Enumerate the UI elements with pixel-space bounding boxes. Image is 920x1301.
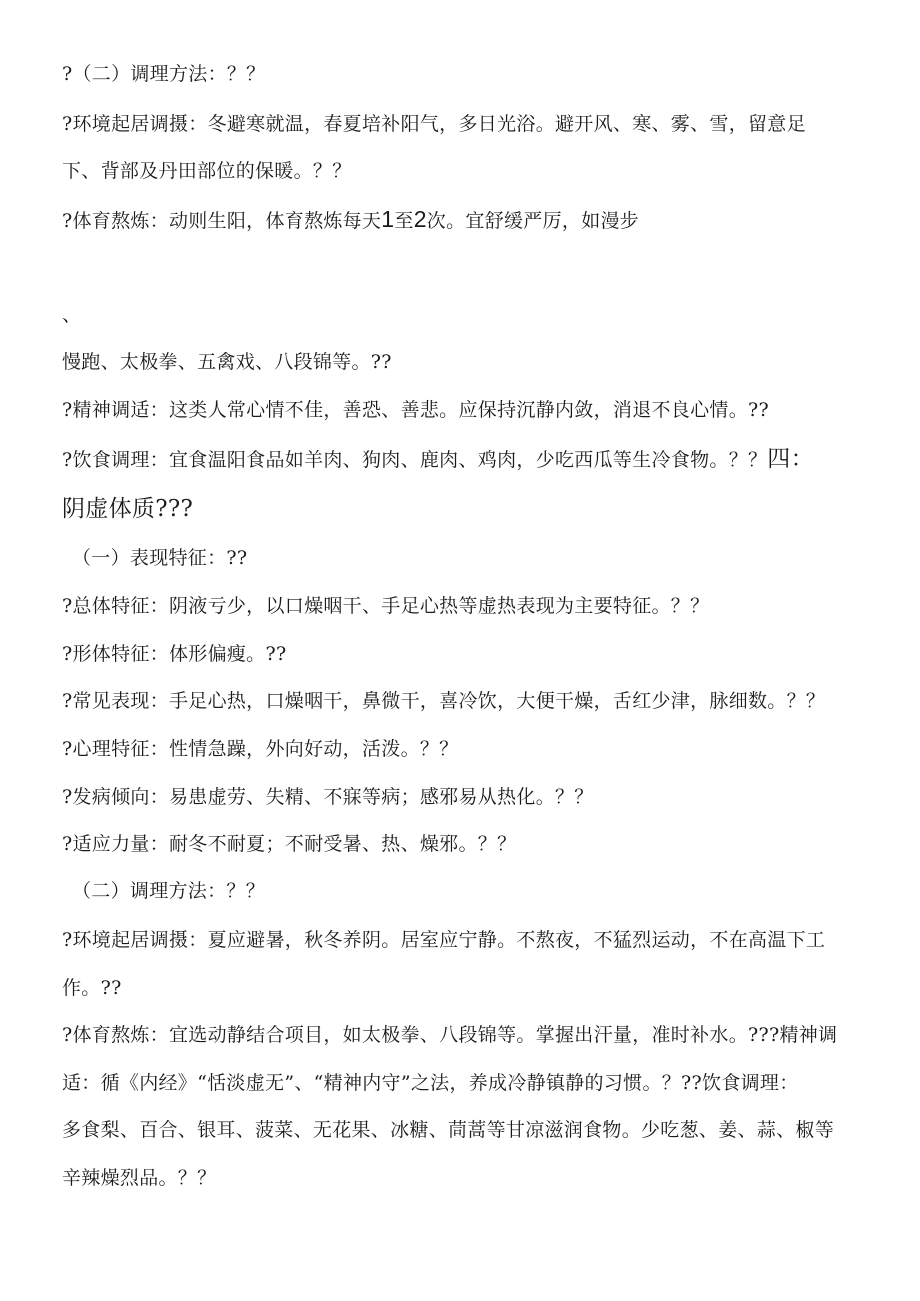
paragraph-environment: ?环境起居调摄：冬避寒就温，春夏培补阳气，多日光浴。避开风、寒、雾、雪，留意足 xyxy=(62,113,806,135)
exercise-number-one: 1 xyxy=(381,206,395,232)
paragraph-adaptability: ?适应力量：耐冬不耐夏；不耐受暑、热、燥邪。？？ xyxy=(62,833,517,855)
paragraph-disease-tendency: ?发病倾向：易患虚劳、失精、不寐等病；感邪易从热化。？？ xyxy=(62,786,594,808)
exercise-text-start: ?体育熬炼：动则生阳，体育熬炼每天 xyxy=(62,210,382,232)
exercise-text-to: 至 xyxy=(394,210,414,232)
paragraph-diet xyxy=(62,447,814,472)
paragraph-body-features: ?形体特征：体形偏瘦。?? xyxy=(62,643,287,665)
subsection-heading-features: （一）表现特征：?? xyxy=(72,547,248,569)
paragraph-diet-2-cont: 辛辣燥烈品。？？ xyxy=(62,1167,217,1189)
exercise-text-end: 次。宜舒缓严厉，如漫步 xyxy=(426,210,640,232)
paragraph-common-symptoms: ?常见表现：手足心热，口燥咽干，鼻微干，喜冷饮，大便干燥，舌红少津，脉细数。？？ xyxy=(62,690,826,712)
paragraph-psychology: ?心理特征：性情急躁，外向好动，活泼。？？ xyxy=(62,738,459,760)
paragraph-comma: 、 xyxy=(62,304,82,326)
paragraph-exercise-2: ?体育熬炼：宜选动静结合项目，如太极拳、八段锦等。掌握出汗量，准时补水。???精神调 xyxy=(62,1024,838,1046)
section-number-four: 四： xyxy=(767,446,814,472)
paragraph-exercise-cont: 慢跑、太极拳、五禽戏、八段锦等。?? xyxy=(62,351,392,373)
paragraph-exercise xyxy=(62,207,639,233)
paragraph-overall-features: ?总体特征：阴液亏少，以口燥咽干、手足心热等虚热表现为主要特征。？？ xyxy=(62,595,710,617)
paragraph-environment-2: ?环境起居调摄：夏应避暑，秋冬养阴。居室应宁静。不熬夜，不猛烈运动，不在高温下工 xyxy=(62,929,826,951)
paragraph-spirit-2: 适：循《内经》“恬淡虚无”、“精神内守”之法，养成冷静镇静的习惯。？??饮食调理： xyxy=(62,1072,799,1094)
section-heading-adjust-methods: ?（二）调理方法：？？ xyxy=(62,63,266,85)
paragraph-spirit: ?精神调适：这类人常心情不佳，善恐、善悲。应保持沉静内敛，消退不良心情。?? xyxy=(62,399,769,421)
paragraph-diet-2: 多食梨、百合、银耳、菠菜、无花果、冰糖、茼蒿等甘凉滋润食物。少吃葱、姜、蒜、椒等 xyxy=(62,1119,835,1141)
exercise-number-two: 2 xyxy=(413,206,427,232)
paragraph-environment-2-cont: 作。?? xyxy=(62,977,122,999)
subsection-heading-methods: （二）调理方法：？？ xyxy=(72,880,266,902)
diet-text: ?饮食调理：宜食温阳食品如羊肉、狗肉、鹿肉、鸡肉，少吃西瓜等生冷食物。？？ xyxy=(62,449,768,471)
section-title-yin-deficiency: 阴虚体质??? xyxy=(62,496,194,522)
paragraph-environment-cont: 下、背部及丹田部位的保暖。？？ xyxy=(62,160,352,182)
